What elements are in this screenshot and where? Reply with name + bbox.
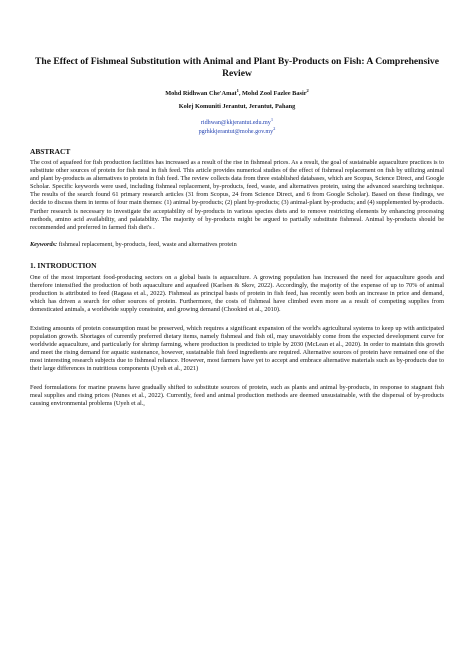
abstract-heading: ABSTRACT bbox=[30, 147, 71, 156]
keywords-line bbox=[30, 241, 444, 249]
paper-page bbox=[30, 56, 444, 408]
keywords-text: fishmeal replacement, by-products, feed, waste and alternatives protein bbox=[57, 240, 237, 248]
author-name: Mohd Zool Fazlee Basir bbox=[241, 90, 307, 97]
email-line[interactable] bbox=[30, 116, 444, 131]
email-link[interactable]: ridhwan@kkjerantut.edu.my bbox=[200, 120, 271, 126]
intro-paragraph: Existing amounts of protein consumption must be preserved, which requires a significant expansion of the world's agricultural systems to keep up with anticipated population growth. Shortages of currently preferred dietary items, namely fishmeal and fish oil, may unavoidably come from the expected development curve for worldwide aquaculture, and particularly for shrimp farming, where production is predicted to triple by 2030 (McLean et al., 2020). In order to maintain this growth and meet the rising demand for aquatic sustenance, however, sustainable fish feed ingredients are required. Alternative sources of protein have remained one of the most interesting research subjects due to fishmeal reliance. However, most farmers have yet to accept and embrace alternative materials such as by-products due to their large differences in nutritious components (Uyeh et al., 2021) bbox=[30, 324, 444, 373]
intro-paragraph: One of the most important food-producing sectors on a global basis is aquaculture. A growing population has increased the need for aquaculture goods and therefore intensified the production of both aquaculture and aquafeed (Karlsen & Skov, 2022). Accordingly, the majority of the expense of up to 70% of animal production is attributed to feed (Ragasa et al., 2022). Fishmeal as principal basis of protein in fish feed, has recently seen both an increase in price and demand, which has driven a search for other sources of protein. Furthermore, the costs of fishmeal have climbed even more as a result of competing supplies from domesticated animals, a worldwide supply constraint, and growing demand (Chookird et al., 2010). bbox=[30, 273, 444, 314]
introduction-heading: 1. INTRODUCTION bbox=[30, 260, 97, 270]
author-name: Mohd Ridhwan Che'Amat bbox=[165, 90, 237, 97]
email-link[interactable]: pgrhkkjerantut@mohe.gov.my bbox=[198, 128, 274, 135]
email-mark: 1 bbox=[270, 116, 274, 122]
email-line[interactable] bbox=[30, 125, 444, 137]
keywords-label: Keywords: bbox=[30, 240, 58, 248]
affiliation-mark: 1 bbox=[236, 87, 239, 93]
affiliation: Kolej Komuniti Jerantut, Jerantut, Pahang bbox=[178, 103, 296, 110]
intro-paragraph: Feed formulations for marine prawns have gradually shifted to substitute sources of protein, such as plants and animal by-products, in response to stagnant fish meal supplies and rising prices (Nunes et al., 2022). Currently, feed and animal production methods are deemed unsustainable, with the dispersal of by-products causing environmental problems (Uyeh et al., bbox=[30, 383, 444, 407]
affiliation-mark: 2 bbox=[306, 87, 309, 93]
paper-title: The Effect of Fishmeal Substitution with Animal and Plant By-Products on Fish: A Comprehensive Review bbox=[35, 56, 439, 79]
email-list bbox=[30, 116, 444, 136]
abstract-text: The cost of aquafeed for fish production facilities has increased as a result of the rise in fishmeal prices. As a result, the goal of sustainable aquaculture practices is to substitute other sources of protein for fish meal in fish feed. This article provides numerical studies of the effect of fishmeal replacement on fish by utilizing animal and plant by-products as alternatives to protein in fish feed. The review collects data from three established databases, which are Scopus, Science Direct, and Google Scholar. Specific keywords were used, including fishmeal replacement, by-products, feed, waste, and alternatives protein, using the advanced searching technique. The results of the search found 61 primary research articles (31 from Scopus, 24 from Science Direct, and 6 from Google Scholar). Based on these findings, we decide to discuss them in terms of four main themes: (1) animal by-products; (2) plant by-products; (3) animal-plant by-products; and (4) supplemented by-products. Further research is necessary to investigate the acceptability of by-products in various species diets and to remove restricting elements by enhancing processing methods, amino acid availability, and palatability. The majority of by-products might be argued to partially substitute fishmeal. Animal by-products should be recommended and preferred in farmed fish diet's . bbox=[30, 159, 444, 231]
author-line bbox=[30, 87, 444, 98]
author-separator: , bbox=[238, 90, 242, 97]
email-mark: 2 bbox=[273, 125, 276, 131]
